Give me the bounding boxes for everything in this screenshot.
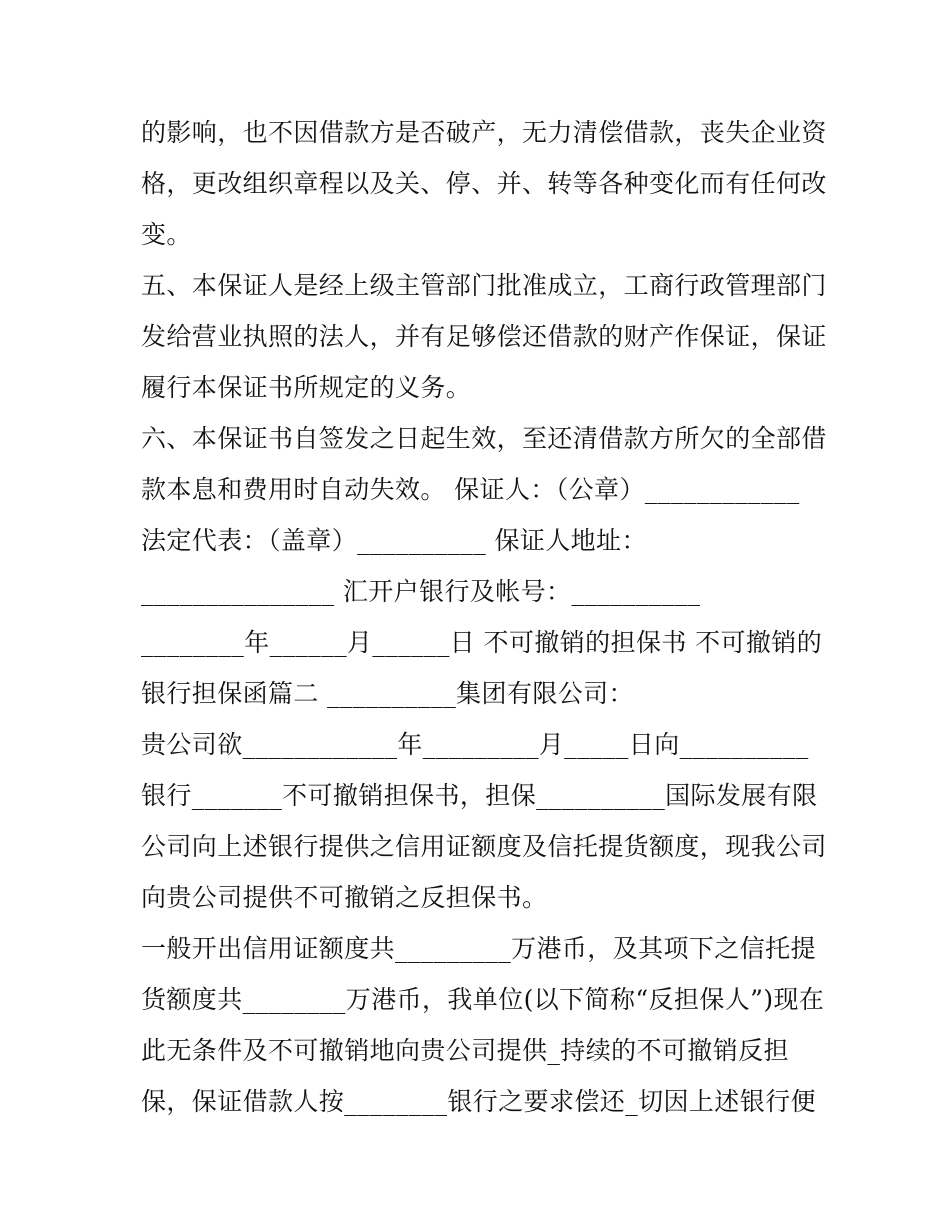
text-line-13: 贵公司欲____________年_________月_____日向__________ — [141, 730, 809, 759]
text-line-9: 法定代表：（盖章）__________ 保证人地址： — [141, 526, 647, 555]
document-body — [141, 107, 827, 1127]
text-line-2: 格，更改组织章程以及关、停、并、转等各种变化而有任何改 — [141, 169, 827, 198]
text-line-3: 变。 — [141, 220, 192, 249]
text-line-4: 五、本保证人是经上级主管部门批准成立，工商行政管理部门 — [141, 271, 827, 300]
text-line-20: 保，保证借款人按________银行之要求偿还_切因上述银行便 — [141, 1087, 816, 1116]
text-line-8: 款本息和费用时自动失效。 保证人：（公章）____________ — [141, 475, 800, 504]
text-line-15: 公司向上述银行提供之信用证额度及信托提货额度，现我公司 — [141, 832, 827, 861]
text-line-16: 向贵公司提供不可撤销之反担保书。 — [141, 883, 548, 912]
text-line-17: 一般开出信用证额度共_________万港币，及其项下之信托提 — [141, 934, 816, 963]
text-line-18: 货额度共________万港币，我单位(以下简称“反担保人”)现在 — [141, 985, 825, 1014]
text-line-7: 六、本保证书自签发之日起生效，至还清借款方所欠的全部借 — [141, 424, 827, 453]
text-line-12: 银行担保函篇二 __________集团有限公司： — [141, 679, 634, 708]
text-line-11: ________年______月______日 不可撤销的担保书 不可撤销的 — [141, 628, 823, 657]
text-line-19: 此无条件及不可撤销地向贵公司提供_持续的不可撤销反担 — [141, 1036, 789, 1065]
text-line-10: _______________ 汇开户银行及帐号：__________ — [141, 577, 701, 606]
text-line-5: 发给营业执照的法人，并有足够偿还借款的财产作保证，保证 — [141, 322, 827, 351]
text-line-1: 的影响，也不因借款方是否破产，无力清偿借款，丧失企业资 — [141, 118, 827, 147]
text-line-6: 履行本保证书所规定的义务。 — [141, 373, 472, 402]
text-line-14: 银行_______不可撤销担保书，担保__________国际发展有限 — [141, 781, 818, 810]
